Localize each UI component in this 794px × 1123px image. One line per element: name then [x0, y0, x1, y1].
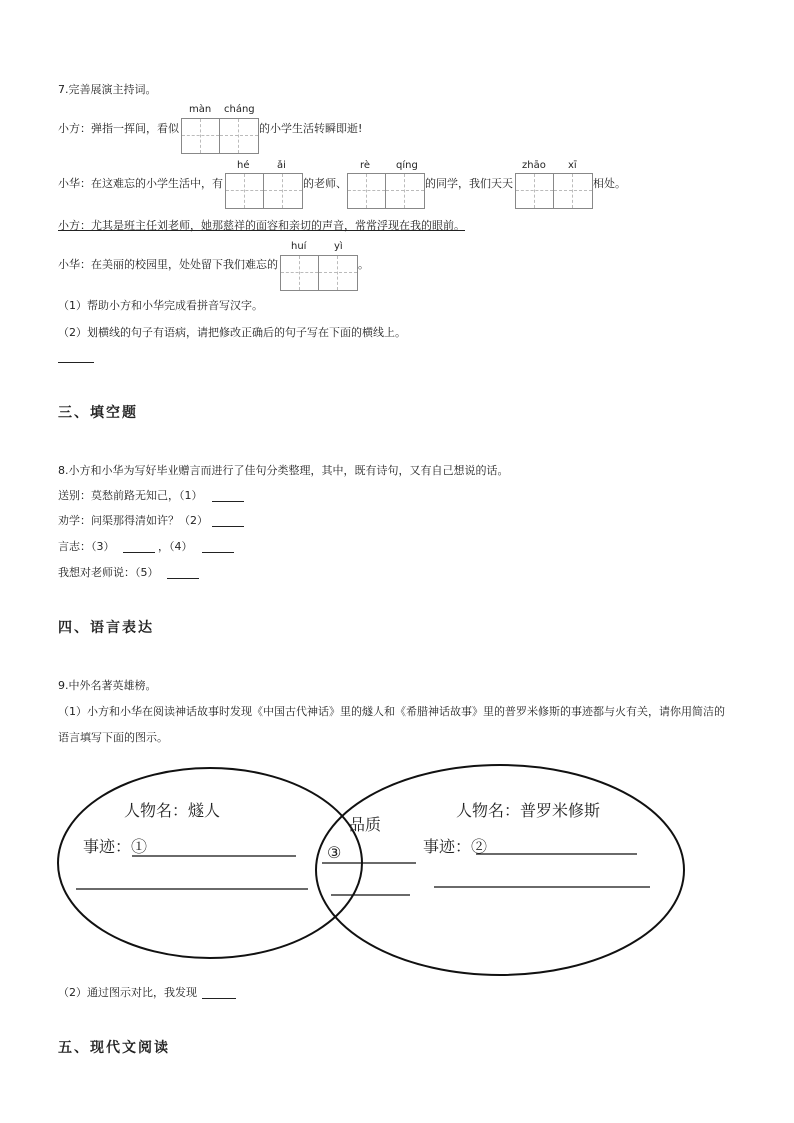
q9-sub2: （2）通过图示对比，我发现	[58, 986, 197, 999]
q7-line2-mid2: 的同学，我们天天	[425, 177, 513, 190]
q8-title: 8.小方和小华为写好毕业赠言而进行了佳句分类整理，其中，既有诗句，又有自己想说的话。	[58, 464, 509, 477]
pinyin-xi: xī	[568, 160, 577, 171]
q9-sub1-line-b: 语言填写下面的图示。	[58, 731, 168, 744]
q9-title: 9.中外名著英雄榜。	[58, 679, 157, 692]
q7-sub2: （2）划横线的句子有语病，请把修改正确后的句子写在下面的横线上。	[58, 326, 406, 339]
pinyin-ai: ǎi	[277, 160, 286, 171]
pinyin-qing: qíng	[396, 160, 418, 171]
section-4-heading: 四、语言表达	[58, 620, 154, 636]
pinyin-hui: huí	[291, 241, 307, 252]
pinyin-re: rè	[360, 160, 371, 171]
q8-line3a: 言志：（3）	[58, 540, 115, 553]
q8-line3b: ，（4）	[158, 540, 193, 553]
pinyin-chang: cháng	[224, 104, 255, 115]
q7-line1-prefix: 小方：弹指一挥间，看似	[58, 122, 179, 135]
venn-center-label: 品质	[349, 815, 382, 834]
q7-line1-suffix: 的小学生活转瞬即逝!	[259, 122, 363, 135]
q7-sub1: （1）帮助小方和小华完成看拼音写汉字。	[58, 299, 263, 312]
pinyin-zhao: zhāo	[522, 160, 546, 171]
section-5-heading: 五、现代文阅读	[58, 1040, 170, 1056]
venn-right-name: 人物名：普罗米修斯	[456, 801, 601, 820]
q7-title: 7.完善展演主持词。	[58, 83, 157, 96]
venn-left-deed: 事迹：①	[83, 837, 148, 856]
venn-left-name: 人物名：燧人	[124, 801, 221, 820]
q8-line2: 劝学：问渠那得清如许？（2）	[58, 514, 208, 527]
pinyin-man: màn	[189, 104, 212, 115]
section-3-heading: 三、填空题	[58, 405, 138, 421]
q9-sub1-line-a: （1）小方和小华在阅读神话故事时发现《中国古代神话》里的燧人和《希腊神话故事》里的普罗米修斯的事迹都与火有关，请你用简洁的	[58, 705, 725, 718]
q7-line3-underlined: 小方：尤其是班主任刘老师，她那慈祥的面容和亲切的声音，常常浮现在我的眼前。	[58, 219, 465, 232]
q7-line4-suffix: 。	[358, 258, 369, 271]
q7-line2-prefix: 小华：在这难忘的小学生活中，有	[58, 177, 223, 190]
venn-center-number: ③	[327, 843, 342, 862]
q9-sub2-blank[interactable]	[202, 998, 236, 999]
q7-line2-mid1: 的老师、	[303, 177, 347, 190]
venn-right-deed: 事迹：②	[423, 837, 488, 856]
pinyin-he: hé	[237, 160, 250, 171]
q8-line4: 我想对老师说：（5）	[58, 566, 159, 579]
q7-line2-suffix: 相处。	[593, 177, 626, 190]
venn-right-ellipse	[316, 765, 684, 975]
pinyin-yi: yì	[334, 241, 343, 252]
q7-line4-prefix: 小华：在美丽的校园里，处处留下我们难忘的	[58, 258, 278, 271]
q8-line1: 送别：莫愁前路无知己，（1）	[58, 489, 203, 502]
